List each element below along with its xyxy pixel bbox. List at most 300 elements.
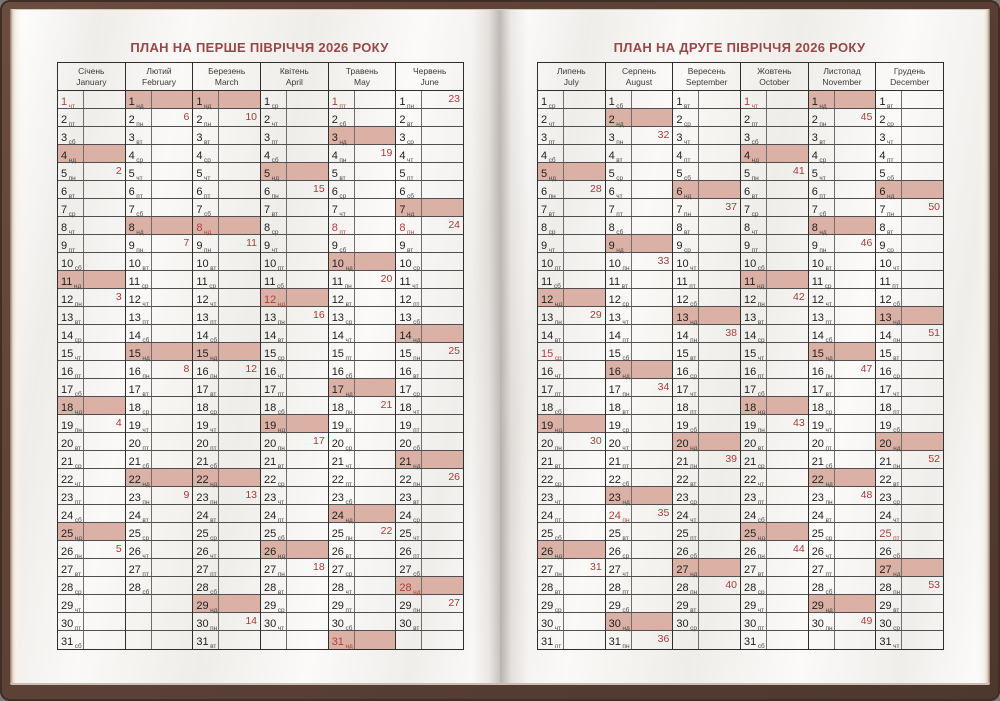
day-number: 25 xyxy=(676,528,689,540)
weekday-abbr: вт xyxy=(142,517,149,524)
day-number: 26 xyxy=(541,546,554,558)
note-cell xyxy=(699,523,740,540)
day-cell xyxy=(261,523,287,540)
note-cell xyxy=(219,379,260,396)
note-cell xyxy=(84,199,125,216)
note-cell xyxy=(767,469,808,486)
note-cell xyxy=(902,307,943,324)
day-number: 30 xyxy=(399,618,412,630)
day-cell xyxy=(673,325,699,342)
weekday-abbr: сб xyxy=(339,121,347,128)
weekday-abbr: пн xyxy=(819,121,827,128)
day-number: 30 xyxy=(879,618,892,630)
day-number: 25 xyxy=(744,528,757,540)
weekday-abbr: ср xyxy=(209,283,217,290)
day-row xyxy=(673,577,740,595)
weekday-abbr: сб xyxy=(345,625,353,632)
note-cell xyxy=(355,145,396,162)
day-row xyxy=(673,487,740,505)
note-cell xyxy=(355,199,396,216)
day-cell xyxy=(396,181,422,198)
day-cell xyxy=(396,613,422,630)
day-row xyxy=(673,523,740,541)
note-cell xyxy=(564,217,605,234)
day-cell xyxy=(329,541,355,558)
note-cell xyxy=(287,361,328,378)
note-cell xyxy=(355,415,396,432)
note-cell xyxy=(287,181,328,198)
day-row xyxy=(673,109,740,127)
note-cell xyxy=(632,379,673,396)
day-row xyxy=(396,595,463,613)
day-number: 1 xyxy=(399,96,406,108)
day-number: 14 xyxy=(196,330,209,342)
note-cell xyxy=(219,181,260,198)
weekday-abbr: ср xyxy=(277,481,285,488)
weekday-abbr: сб xyxy=(74,391,82,398)
day-row xyxy=(261,199,328,217)
day-cell xyxy=(261,325,287,342)
day-cell xyxy=(396,577,422,594)
weekday-abbr: чт xyxy=(690,391,697,398)
note-cell xyxy=(902,163,943,180)
day-row xyxy=(876,109,943,127)
weekday-abbr: сб xyxy=(757,643,765,650)
day-number: 29 xyxy=(676,600,689,612)
weekday-abbr: чт xyxy=(413,535,420,542)
day-number: 10 xyxy=(744,258,757,270)
day-number: 14 xyxy=(541,330,554,342)
weekday-abbr: пт xyxy=(893,409,900,416)
weekday-abbr: чт xyxy=(825,427,832,434)
note-cell xyxy=(564,397,605,414)
note-cell xyxy=(699,235,740,252)
day-row xyxy=(606,271,673,289)
day-number: 23 xyxy=(196,492,209,504)
note-cell xyxy=(152,307,193,324)
note-cell xyxy=(422,361,463,378)
note-cell xyxy=(219,487,260,504)
day-row xyxy=(261,433,328,451)
day-row xyxy=(741,217,808,235)
day-row xyxy=(741,361,808,379)
day-cell xyxy=(261,469,287,486)
day-row xyxy=(606,433,673,451)
day-number: 13 xyxy=(196,312,209,324)
day-row xyxy=(396,613,463,631)
day-row xyxy=(538,541,605,559)
day-row xyxy=(876,451,943,469)
day-row xyxy=(193,199,260,217)
weekday-abbr: ср xyxy=(825,535,833,542)
weekday-abbr: ср xyxy=(757,463,765,470)
note-cell xyxy=(219,325,260,342)
note-cell xyxy=(219,541,260,558)
note-cell xyxy=(564,109,605,126)
day-row xyxy=(126,487,193,505)
day-row xyxy=(606,505,673,523)
note-cell xyxy=(219,91,260,108)
day-row xyxy=(126,91,193,109)
weekday-abbr: ср xyxy=(74,589,82,596)
weekday-abbr: пт xyxy=(616,211,623,218)
day-cell xyxy=(329,487,355,504)
note-cell xyxy=(564,379,605,396)
weekday-abbr: вт xyxy=(210,643,217,650)
month-name-en: October xyxy=(759,77,790,88)
note-cell xyxy=(287,325,328,342)
weekday-abbr: вт xyxy=(886,229,894,236)
day-row xyxy=(58,379,125,397)
weekday-abbr: пн xyxy=(277,445,285,452)
day-number: 15 xyxy=(879,348,892,360)
note-cell xyxy=(564,595,605,612)
day-row xyxy=(193,415,260,433)
note-cell xyxy=(835,343,876,360)
day-number: 28 xyxy=(331,582,344,594)
day-cell xyxy=(809,523,835,540)
day-number: 23 xyxy=(61,492,74,504)
day-row xyxy=(538,307,605,325)
weekday-abbr: пн xyxy=(622,265,630,272)
day-row xyxy=(741,415,808,433)
note-cell xyxy=(699,199,740,216)
week-number: 33 xyxy=(657,255,670,267)
day-row xyxy=(126,109,193,127)
note-cell xyxy=(84,595,125,612)
note-cell xyxy=(152,199,193,216)
day-number: 3 xyxy=(744,132,751,144)
weekday-abbr: пт xyxy=(757,625,765,632)
day-number: 7 xyxy=(331,204,338,216)
day-row xyxy=(673,253,740,271)
weekday-abbr: сб xyxy=(616,229,624,236)
note-cell xyxy=(767,523,808,540)
weekday-abbr: пн xyxy=(413,607,421,614)
weekday-abbr: нд xyxy=(825,355,833,362)
day-number: 15 xyxy=(811,348,824,360)
weekday-abbr: ср xyxy=(345,445,353,452)
weekday-abbr: сб xyxy=(142,337,150,344)
day-cell xyxy=(58,253,84,270)
day-cell xyxy=(126,433,152,450)
day-row xyxy=(606,469,673,487)
day-row xyxy=(329,523,396,541)
day-row xyxy=(126,271,193,289)
day-cell xyxy=(876,199,902,216)
day-row xyxy=(261,325,328,343)
weekday-abbr: вт xyxy=(690,481,697,488)
weekday-abbr: сб xyxy=(339,247,347,254)
note-cell xyxy=(699,451,740,468)
day-number: 8 xyxy=(879,222,886,234)
weekday-abbr: пт xyxy=(413,553,420,560)
day-row xyxy=(876,145,943,163)
day-number: 30 xyxy=(811,618,824,630)
day-cell xyxy=(58,577,84,594)
note-cell xyxy=(699,325,740,342)
weekday-abbr: чт xyxy=(406,157,414,164)
weekday-abbr: ср xyxy=(893,499,900,506)
weekday-abbr: сб xyxy=(751,139,759,146)
day-number: 13 xyxy=(879,312,892,324)
day-row xyxy=(396,433,463,451)
note-cell xyxy=(84,109,125,126)
day-cell xyxy=(396,343,422,360)
note-cell xyxy=(219,271,260,288)
day-cell xyxy=(538,505,564,522)
note-cell xyxy=(564,127,605,144)
weekday-abbr: сб xyxy=(210,589,218,596)
day-row xyxy=(396,91,463,109)
note-cell xyxy=(767,577,808,594)
day-number: 21 xyxy=(879,456,892,468)
note-cell xyxy=(422,307,463,324)
day-row xyxy=(741,451,808,469)
day-cell xyxy=(741,523,767,540)
day-cell xyxy=(876,235,902,252)
day-cell xyxy=(538,379,564,396)
day-row xyxy=(193,577,260,595)
weekday-abbr: вт xyxy=(622,535,629,542)
day-cell xyxy=(606,397,632,414)
day-cell xyxy=(606,271,632,288)
day-row xyxy=(58,523,125,541)
day-row xyxy=(606,415,673,433)
day-cell xyxy=(193,451,219,468)
note-cell xyxy=(355,397,396,414)
weekday-abbr: нд xyxy=(757,409,766,416)
weekday-abbr: сб xyxy=(757,391,765,398)
note-cell xyxy=(219,631,260,649)
note-cell xyxy=(564,613,605,630)
weekday-abbr: нд xyxy=(277,553,286,560)
note-cell xyxy=(564,577,605,594)
weekday-abbr: пн xyxy=(74,427,82,434)
day-number: 22 xyxy=(399,474,412,486)
weekday-abbr: вт xyxy=(271,211,278,218)
day-row xyxy=(538,487,605,505)
day-row xyxy=(396,523,463,541)
day-row xyxy=(606,451,673,469)
note-cell xyxy=(902,577,943,594)
day-number: 19 xyxy=(744,420,757,432)
day-row xyxy=(876,631,943,649)
note-cell xyxy=(219,145,260,162)
day-row xyxy=(809,217,876,235)
day-row xyxy=(329,253,396,271)
weekday-abbr: нд xyxy=(136,229,144,236)
weekday-abbr: сб xyxy=(616,103,624,110)
note-cell xyxy=(902,397,943,414)
day-number: 1 xyxy=(541,96,548,108)
week-number: 3 xyxy=(115,291,122,303)
weekday-abbr: чт xyxy=(142,301,149,308)
week-number: 17 xyxy=(313,435,325,447)
weekday-abbr: сб xyxy=(825,463,833,470)
day-number: 8 xyxy=(811,222,818,234)
day-cell xyxy=(538,289,564,306)
note-cell xyxy=(422,217,463,234)
day-row xyxy=(673,361,740,379)
note-cell xyxy=(632,523,673,540)
day-number: 22 xyxy=(61,474,74,486)
weekday-abbr: пт xyxy=(690,535,697,542)
day-row xyxy=(809,253,876,271)
day-cell xyxy=(126,307,152,324)
day-number: 13 xyxy=(399,312,412,324)
day-number: 3 xyxy=(541,132,548,144)
day-number: 22 xyxy=(196,474,209,486)
day-row xyxy=(809,577,876,595)
note-cell xyxy=(699,181,740,198)
day-row xyxy=(876,595,943,613)
day-number: 30 xyxy=(744,618,757,630)
note-cell xyxy=(632,451,673,468)
day-cell xyxy=(876,523,902,540)
day-number: 7 xyxy=(744,204,751,216)
day-cell xyxy=(261,253,287,270)
day-cell xyxy=(396,163,422,180)
day-cell xyxy=(396,433,422,450)
day-number: 5 xyxy=(61,168,68,180)
day-row xyxy=(396,199,463,217)
day-cell xyxy=(126,145,152,162)
day-cell xyxy=(809,595,835,612)
weekday-abbr: вт xyxy=(554,463,562,470)
day-cell xyxy=(193,217,219,234)
day-cell xyxy=(396,289,422,306)
day-row xyxy=(396,451,463,469)
day-number: 10 xyxy=(196,258,209,270)
day-number: 20 xyxy=(608,438,621,450)
day-cell xyxy=(606,235,632,252)
day-number: 8 xyxy=(264,222,271,234)
day-row xyxy=(261,559,328,577)
month-column xyxy=(605,63,673,649)
day-number: 18 xyxy=(196,402,209,414)
note-cell xyxy=(699,343,740,360)
day-row xyxy=(58,163,125,181)
day-number: 5 xyxy=(331,168,338,180)
weekday-abbr: чт xyxy=(757,481,765,488)
day-row xyxy=(673,505,740,523)
weekday-abbr: вт xyxy=(683,229,691,236)
day-row xyxy=(126,397,193,415)
note-cell xyxy=(422,289,463,306)
weekday-abbr: чт xyxy=(757,355,765,362)
note-cell xyxy=(219,199,260,216)
day-row xyxy=(809,541,876,559)
day-number: 23 xyxy=(128,492,141,504)
day-row xyxy=(126,613,193,631)
week-number: 37 xyxy=(725,201,738,213)
weekday-abbr: ср xyxy=(345,571,353,578)
day-cell xyxy=(58,397,84,414)
day-cell xyxy=(396,631,422,649)
day-number: 3 xyxy=(608,132,615,144)
day-row xyxy=(126,379,193,397)
weekday-abbr: пн xyxy=(616,139,624,146)
weekday-abbr: вт xyxy=(683,103,691,110)
day-cell xyxy=(809,235,835,252)
day-number: 11 xyxy=(399,276,411,288)
day-row xyxy=(673,127,740,145)
day-cell xyxy=(538,631,564,649)
day-cell xyxy=(396,199,422,216)
day-number: 22 xyxy=(676,474,689,486)
note-cell xyxy=(632,361,673,378)
day-number: 1 xyxy=(811,96,818,108)
weekday-abbr: пн xyxy=(344,283,352,290)
day-cell xyxy=(606,127,632,144)
day-cell xyxy=(741,289,767,306)
day-cell xyxy=(606,325,632,342)
weekday-abbr: сб xyxy=(690,301,698,308)
day-row xyxy=(126,145,193,163)
weekday-abbr: ср xyxy=(74,337,82,344)
day-number: 24 xyxy=(676,510,689,522)
day-number: 28 xyxy=(399,582,412,594)
month-name-uk: Березень xyxy=(208,66,246,76)
note-cell xyxy=(632,541,673,558)
weekday-abbr: нд xyxy=(554,553,563,560)
day-cell xyxy=(193,505,219,522)
weekday-abbr: чт xyxy=(74,607,82,614)
day-cell xyxy=(538,307,564,324)
day-number: 28 xyxy=(61,582,74,594)
weekday-abbr: чт xyxy=(683,139,691,146)
weekday-abbr: нд xyxy=(825,607,833,614)
day-row xyxy=(606,595,673,613)
weekday-abbr: пт xyxy=(751,121,759,128)
note-cell xyxy=(767,433,808,450)
note-cell xyxy=(699,145,740,162)
day-row xyxy=(58,343,125,361)
day-number: 7 xyxy=(264,204,271,216)
day-row xyxy=(261,397,328,415)
weekday-abbr: вт xyxy=(622,409,629,416)
weekday-abbr: чт xyxy=(345,337,352,344)
day-number: 17 xyxy=(264,384,277,396)
day-number: 18 xyxy=(879,402,892,414)
note-cell xyxy=(219,505,260,522)
weekday-abbr: вт xyxy=(757,445,765,452)
day-cell xyxy=(58,433,84,450)
day-cell xyxy=(58,469,84,486)
weekday-abbr: сб xyxy=(819,211,827,218)
day-cell xyxy=(329,91,355,108)
month-name-en: September xyxy=(685,77,728,88)
day-row xyxy=(329,145,396,163)
day-number: 31 xyxy=(744,636,757,648)
weekday-abbr: пн xyxy=(751,175,759,182)
day-cell xyxy=(809,541,835,558)
day-number: 5 xyxy=(541,168,548,180)
weekday-abbr: нд xyxy=(142,481,150,488)
day-number: 8 xyxy=(541,222,548,234)
note-cell xyxy=(355,541,396,558)
note-cell xyxy=(422,595,463,612)
day-row xyxy=(193,91,260,109)
day-row xyxy=(261,217,328,235)
day-row xyxy=(126,415,193,433)
note-cell xyxy=(632,199,673,216)
note-cell xyxy=(152,397,193,414)
day-cell xyxy=(741,271,767,288)
note-cell xyxy=(902,451,943,468)
day-row xyxy=(396,397,463,415)
